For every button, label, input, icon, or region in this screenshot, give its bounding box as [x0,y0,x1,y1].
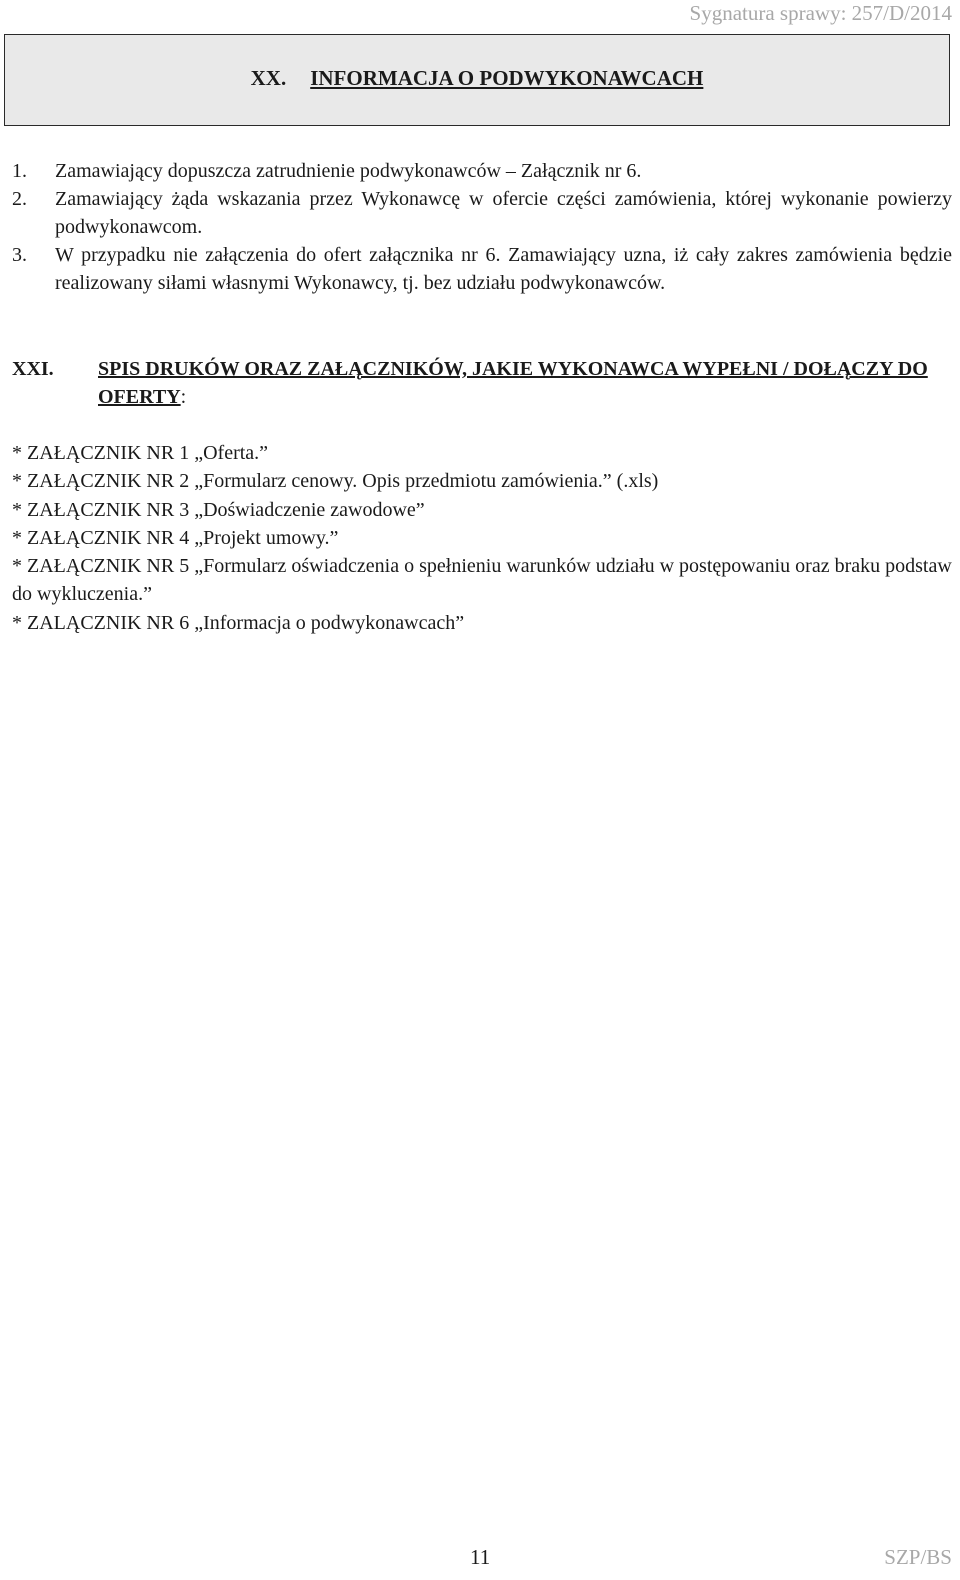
section-xxi-title-text: SPIS DRUKÓW ORAZ ZAŁĄCZNIKÓW, JAKIE WYKONAWCA WYPEŁNI / DOŁĄCZY DO OFERTY [98,358,928,408]
list-item-number: 2. [12,188,27,210]
attachment-item: * ZAŁĄCZNIK NR 1 „Oferta.” [12,442,269,464]
list-item-text: Zamawiający żąda wskazania przez Wykonawcę w ofercie części zamówienia, której wykonanie powierzy podwykonawcom. [55,188,952,238]
list-item-text: W przypadku nie załączenia do ofert załącznika nr 6. Zamawiający uzna, iż cały zakres zamówienia będzie realizowany siłami własnymi Wykonawcy, tj. bez udziału podwykonawców. [55,244,952,294]
section-xx-title-text: INFORMACJA O PODWYKONAWCACH [310,66,704,90]
attachment-item: * ZAŁĄCZNIK NR 5 „Formularz oświadczenia o spełnieniu warunków udziału w postępowaniu oraz braku podstaw do wykluczenia.” [12,555,952,606]
list-item-number: 1. [12,160,27,182]
subcontractor-points-list [12,157,952,297]
section-xx-title [5,65,949,91]
attachment-item: * ZAŁĄCZNIK NR 3 „Doświadczenie zawodowe” [12,498,425,521]
page-number: 11 [470,1545,491,1569]
section-xxi-title [12,355,952,411]
section-xx-number: XX. [250,66,287,90]
list-item-text: Zamawiający dopuszcza zatrudnienie podwykonawców – Załącznik nr 6. [55,160,642,182]
section-xxi-colon: : [180,386,187,408]
section-xxi-number: XXI. [12,358,54,380]
section-xx-header [4,34,950,126]
footer-department-code: SZP/BS [884,1545,952,1569]
attachments-list [12,439,952,637]
list-item [12,157,952,185]
case-signature: Sygnatura sprawy: 257/D/2014 [689,1,952,25]
attachment-item: * ZALĄCZNIK NR 6 „Informacja o podwykonawcach” [12,611,465,634]
attachment-item: * ZAŁĄCZNIK NR 4 „Projekt umowy.” [12,526,339,549]
list-item-number: 3. [12,244,27,266]
section-xxi-heading [12,355,952,411]
list-item [12,185,952,241]
list-item [12,241,952,297]
attachment-item: * ZAŁĄCZNIK NR 2 „Formularz cenowy. Opis przedmiotu zamówienia.” (.xls) [12,470,659,493]
